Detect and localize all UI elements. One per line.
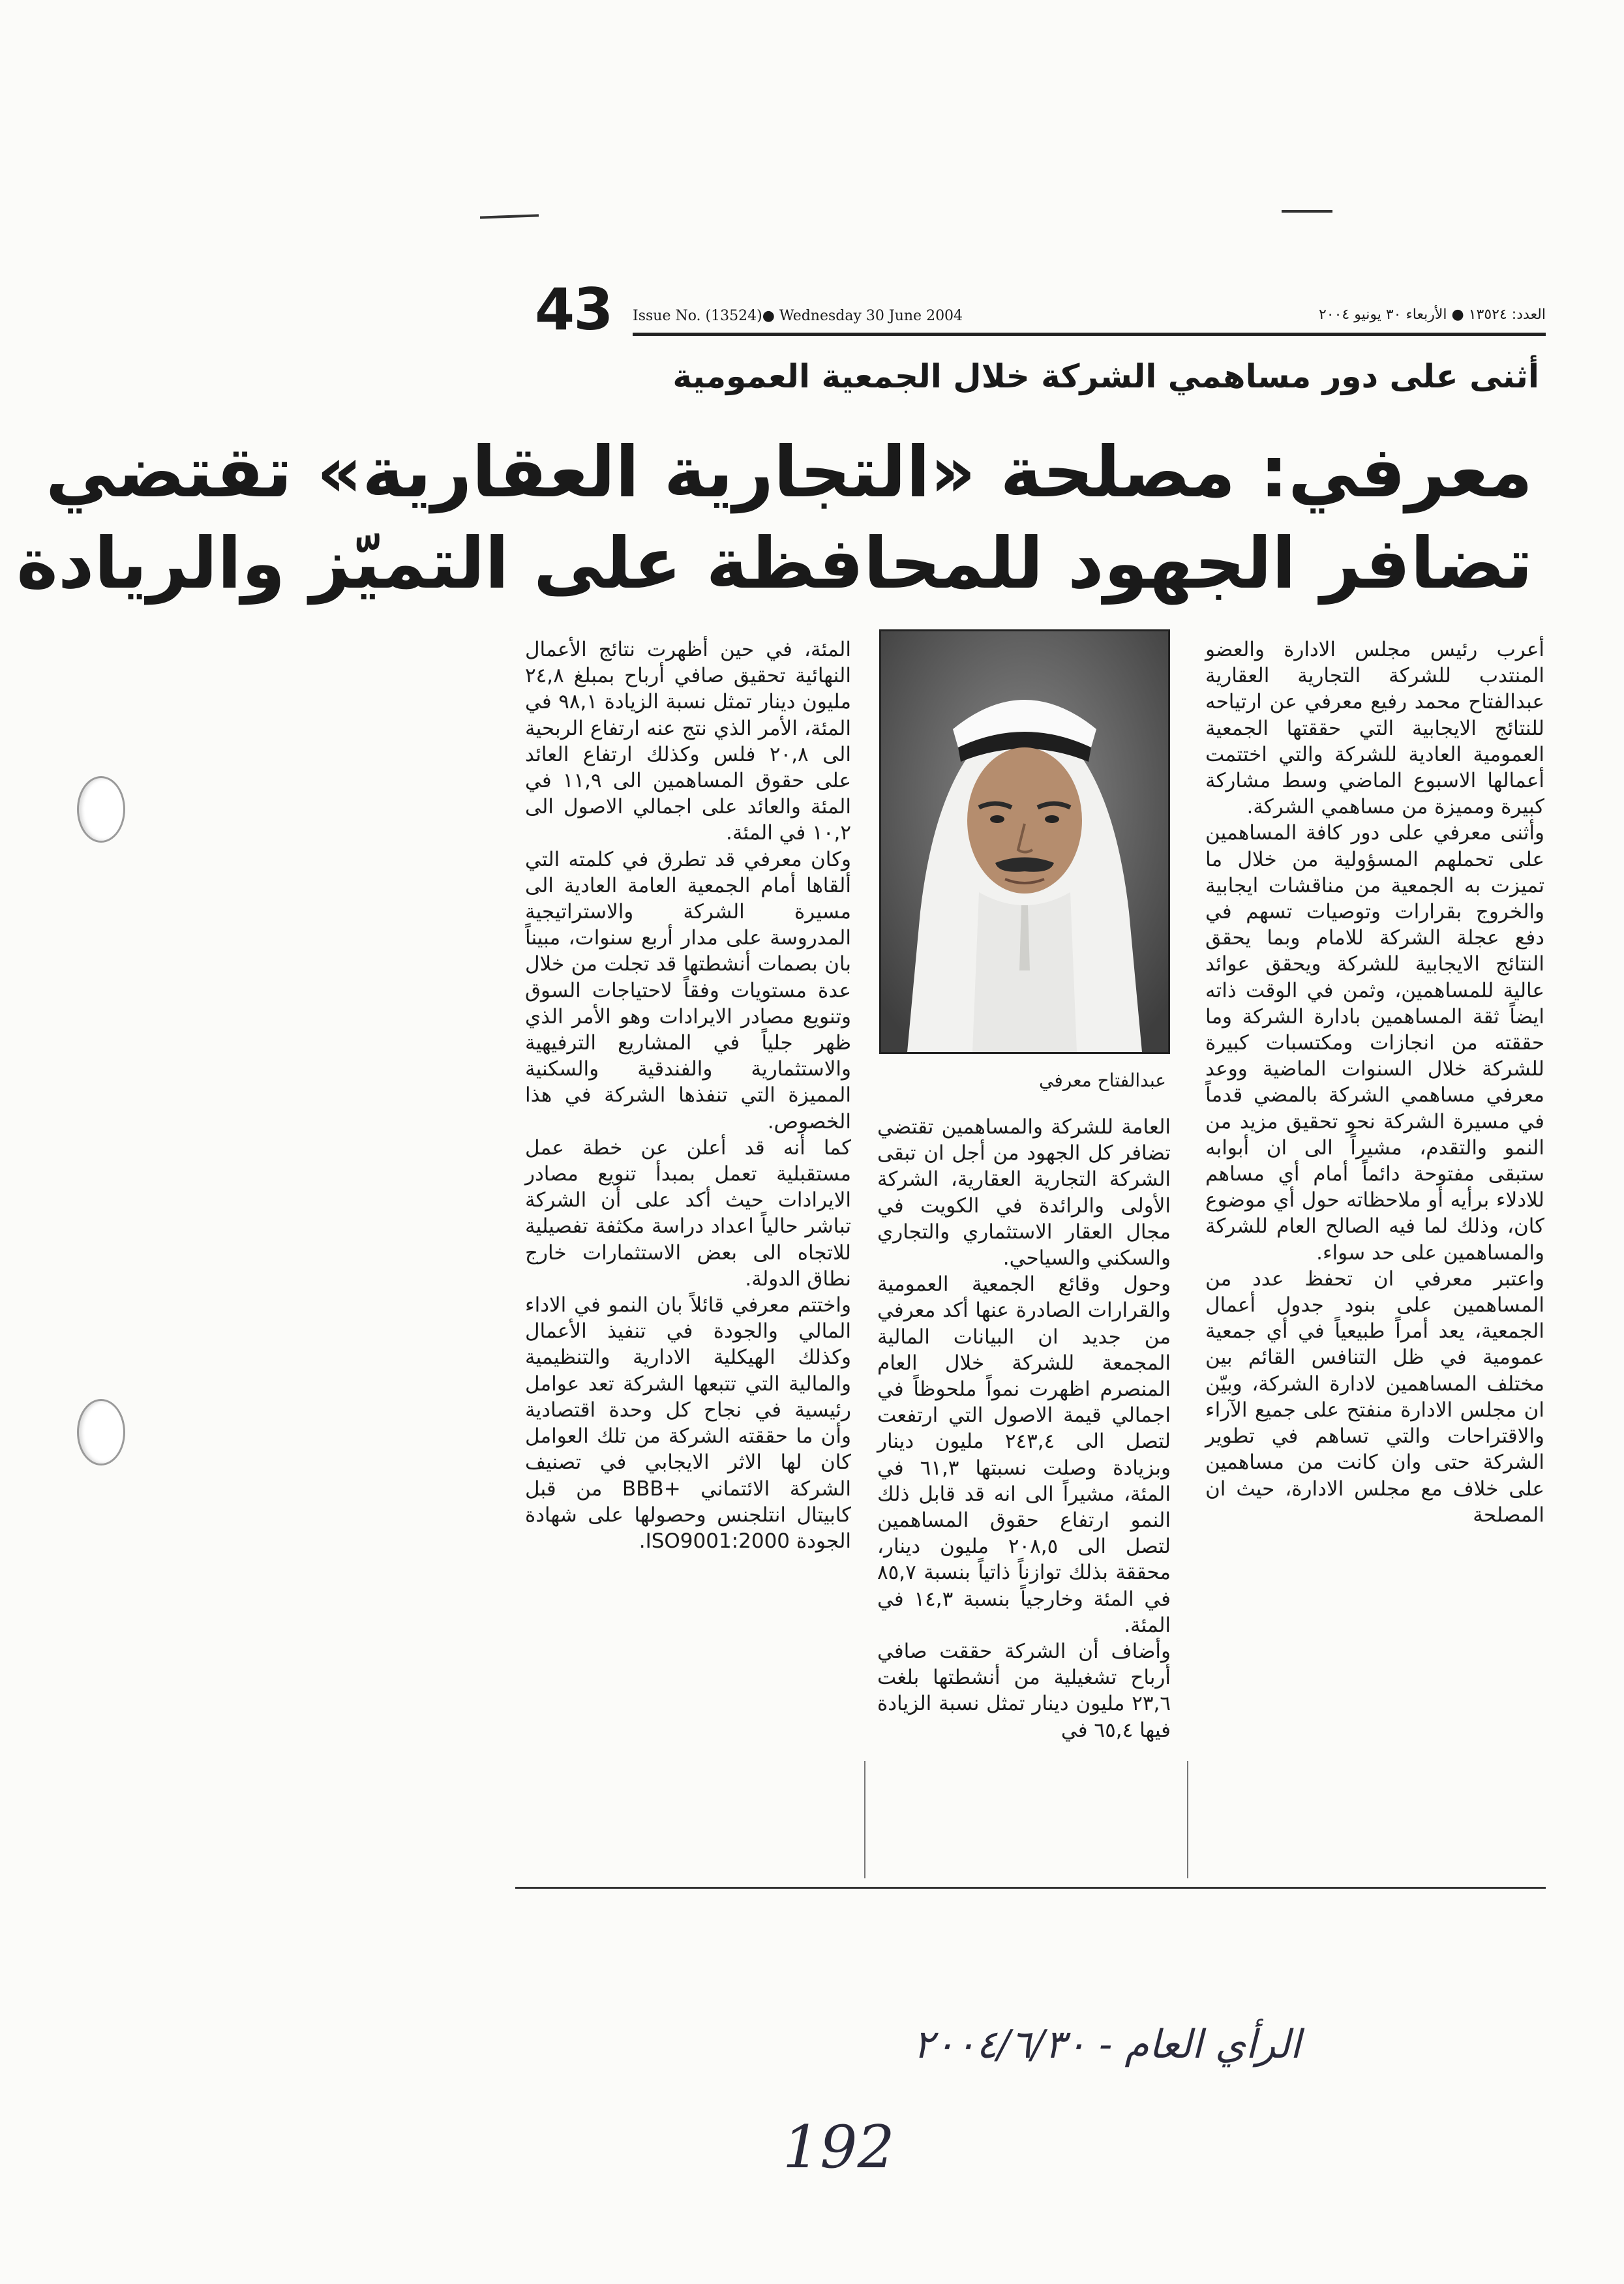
paragraph: وأضاف أن الشركة حققت صافي أرباح تشغيلية من أنشطتها بلغت ٢٣,٦ مليون دينار تمثل نسبة الزيادة فيها ٦٥,٤ في	[877, 1640, 1171, 1742]
page-number: 43	[535, 276, 612, 343]
article-kicker: أثنى على دور مساهمي الشركة خلال الجمعية العمومية	[672, 357, 1539, 395]
paragraph: واختتم معرفي قائلاً بان النمو في الاداء المالي والجودة في تنفيذ الأعمال وكذلك الهيكلية الادارية والتنظيمية والمالية التي تتبعها الشركة تعد عوامل رئيسية في نجاح كل وحدة اقتصادية وأن ما حققته الشركة من تلك العوامل كان لها الاثر الايجابي في تصنيف الشركة الائتماني +BBB من قبل كابيتال انتلجنس وحصولها على شهادة الجودة ISO9001:2000.	[525, 1293, 851, 1553]
article-column-left	[525, 637, 851, 1554]
headline-line-1: معرفي: مصلحة «التجارية العقارية» تقتضي	[45, 432, 1533, 513]
article-column-right	[1205, 637, 1544, 1528]
article-column-middle	[877, 1114, 1171, 1743]
paragraph: العامة للشركة والمساهمين تقتضي تضافر كل الجهود من أجل ان تبقى الشركة التجارية العقارية، الشركة الأولى والرائدة في الكويت في مجال العقار الاستثماري والتجاري والسكني والسياحي.	[877, 1115, 1171, 1270]
portrait-illustration	[881, 631, 1168, 1052]
masthead-divider	[633, 333, 1546, 336]
column-divider	[1187, 1761, 1188, 1878]
column-divider	[864, 1761, 865, 1878]
issue-line-english: Issue No. (13524)● Wednesday 30 June 2004	[633, 308, 963, 324]
punch-hole	[77, 1399, 125, 1465]
article-bottom-rule	[515, 1887, 1546, 1889]
paragraph: المئة، في حين أظهرت نتائج الأعمال النهائية تحقيق صافي أرباح بمبلغ ٢٤,٨ مليون دينار تمثل نسبة الزيادة ٩٨,١ في المئة، الأمر الذي نتج عنه ارتفاع الربحية الى ٢٠,٨ فلس وكذلك ارتفاع العائد على حقوق المساهمين الى ١١,٩ في المئة والعائد على اجمالي الاصول الى ١٠,٢ في المئة.	[525, 638, 852, 845]
punch-hole	[77, 776, 125, 843]
stray-pen-mark	[1282, 210, 1332, 213]
paragraph: وأثنى معرفي على دور كافة المساهمين على تحملهم المسؤولية من خلال ما تميزت به الجمعية من مناقشات ايجابية والخروج بقرارات وتوصيات تسهم في دفع عجلة الشركة للامام وبما يحقق النتائج الايجابية للشركة ويحقق عوائد عالية للمساهمين، وثمن في الوقت ذاته ايضاً ثقة المساهمين بادارة الشركة وما حققته من انجازات ومكتسبات كبيرة للشركة خلال السنوات الماضية ووعد معرفي مساهمي الشركة بالمضي قدماً في مسيرة الشركة نحو تحقيق مزيد من النمو والتقدم، مشيراً الى ان أبوابه ستبقى مفتوحة دائماً أمام أي مساهم للادلاء برأيه أو ملاحظاته حول أي موضوع كان، وذلك لما فيه الصالح العام للشركة والمساهمين على حد سواء.	[1205, 821, 1544, 1265]
portrait-photo	[879, 629, 1170, 1054]
page-masthead	[535, 276, 1546, 343]
handwritten-source-date: الرأي العام - ٢٠٠٤/٦/٣٠	[913, 2022, 1301, 2067]
paragraph: أعرب رئيس مجلس الادارة والعضو المنتدب للشركة التجارية العقارية عبدالفتاح محمد رفيع معرفي عن ارتياحه للنتائج الايجابية التي حققتها الجمعية العمومية العادية للشركة والتي اختتمت أعمالها الاسبوع الماضي وسط مشاركة كبيرة ومميزة من مساهمي الشركة.	[1205, 638, 1544, 819]
paragraph: كما أنه قد أعلن عن خطة عمل مستقبلية تعمل بمبدأ تنويع مصادر الايرادات حيث أكد على أن الشركة تباشر حالياً اعداد دراسة مكثفة تفصيلية للاتجاه الى بعض الاستثمارات خارج نطاق الدولة.	[525, 1135, 851, 1291]
paragraph: واعتبر معرفي ان تحفظ عدد من المساهمين على بنود جدول أعمال الجمعية، يعد أمراً طبيعياً في أي جمعية عمومية في ظل التنافس القائم بين مختلف المساهمين لادارة الشركة، وبيّن ان مجلس الادارة منفتح على جميع الآراء والاقتراحات والتي تساهم في تطوير الشركة حتى وان كانت من مساهمين على خلاف مع مجلس الادارة، حيث ان المصلحة	[1205, 1267, 1544, 1527]
paragraph: وحول وقائع الجمعية العمومية والقرارات الصادرة عنها أكد معرفي من جديد ان البيانات المالية المجمعة للشركة خلال العام المنصرم اظهرت نمواً ملحوظاً في اجمالي قيمة الاصول التي ارتفعت لتصل الى ٢٤٣,٤ مليون دينار وبزيادة وصلت نسبتها ٦١,٣ في المئة، مشيراً الى انه قد قابل ذلك النمو ارتفاع حقوق المساهمين لتصل الى ٢٠٨,٥ مليون دينار، محققة بذلك توازناً ذاتياً بنسبة ٨٥,٧ في المئة وخارجياً بنسبة ١٤,٣ في المئة.	[877, 1272, 1171, 1637]
headline-line-2: تضافر الجهود للمحافظة على التميّز والريادة	[16, 523, 1533, 605]
issue-line-arabic: العدد: ١٣٥٢٤ ● الأربعاء ٣٠ يونيو ٢٠٠٤	[1318, 307, 1546, 323]
paragraph: وكان معرفي قد تطرق في كلمته التي ألقاها أمام الجمعية العامة العادية الى مسيرة الشركة والاستراتيجية المدروسة على مدار أربع سنوات، مبيناً بان بصمات أنشطتها قد تجلت من خلال عدة مستويات وفقاً لاحتياجات السوق وتنويع مصادر الايرادات وهو الأمر الذي ظهر جلياً في المشاريع الترفيهية والاستثمارية والفندقية والسكنية المميزة التي تنفذها الشركة في هذا الخصوص.	[525, 847, 851, 1134]
stray-pen-mark	[480, 214, 539, 218]
article-headline	[16, 427, 1533, 610]
photo-caption: عبدالفتاح معرفي	[1039, 1070, 1166, 1091]
handwritten-page-marker: 192	[783, 2113, 895, 2182]
